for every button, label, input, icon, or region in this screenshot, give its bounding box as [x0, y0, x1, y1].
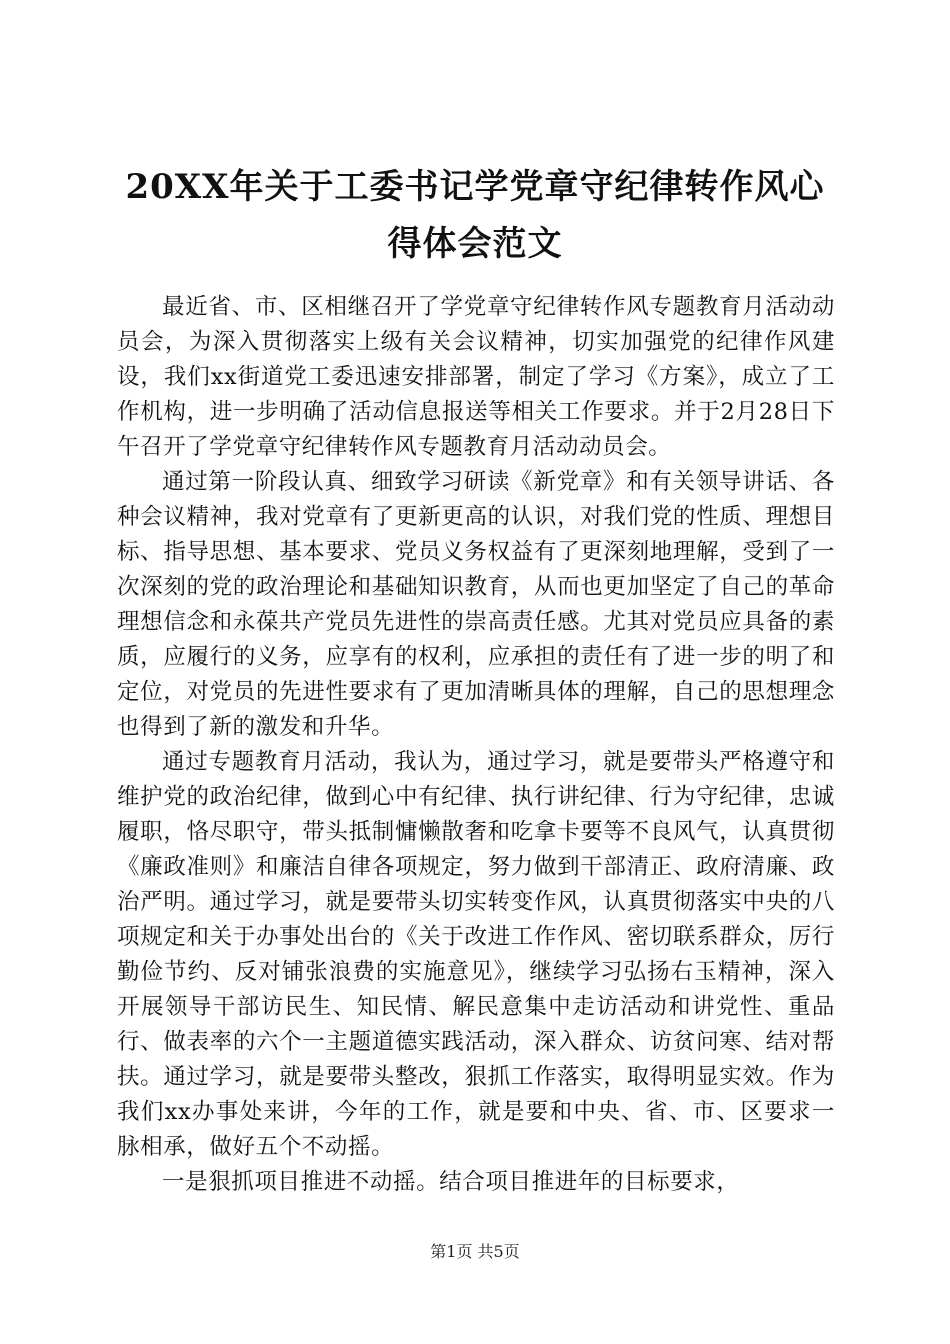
body-paragraph-2: 通过第一阶段认真、细致学习研读《新党章》和有关领导讲话、各种会议精神，我对党章有了更新更高的认识，对我们党的性质、理想目标、指导思想、基本要求、党员义务权益有了更深刻地理解，受到了一次深刻的党的政治理论和基础知识教育，从而也更加坚定了自己的革命理想信念和永葆共产党员先进性的崇高责任感。尤其对党员应具备的素质，应履行的义务，应享有的权利，应承担的责任有了进一步的明了和定位，对党员的先进性要求有了更加清晰具体的理解，自己的思想理念也得到了新的激发和升华。: [117, 469, 835, 740]
document-body: [117, 290, 835, 1200]
document-title-line-2: 得体会范文: [387, 224, 563, 264]
document-title-line-1: 20XX年关于工委书记学党章守纪律转作风心: [125, 167, 825, 207]
page-number-footer: 第1页 共5页: [430, 1242, 520, 1261]
body-paragraph-4: 一是狠抓项目推进不动摇。结合项目推进年的目标要求，: [162, 1169, 740, 1195]
body-paragraph-3: 通过专题教育月活动，我认为，通过学习，就是要带头严格遵守和维护党的政治纪律，做到心中有纪律、执行讲纪律、行为守纪律，忠诚履职，恪尽职守，带头抵制慵懒散奢和吃拿卡要等不良风气，认真贯彻《廉政准则》和廉洁自律各项规定，努力做到干部清正、政府清廉、政治严明。通过学习，就是要带头切实转变作风，认真贯彻落实中央的八项规定和关于办事处出台的《关于改进工作作风、密切联系群众，厉行勤俭节约、反对铺张浪费的实施意见》，继续学习弘扬右玉精神，深入开展领导干部访民生、知民情、解民意集中走访活动和讲党性、重品行、做表率的六个一主题道德实践活动，深入群众、访贫问寒、结对帮扶。通过学习，就是要带头整改，狠抓工作落实，取得明显实效。作为我们xx办事处来讲，今年的工作，就是要和中央、省、市、区要求一脉相承，做好五个不动摇。: [117, 749, 835, 1160]
body-paragraph-1: 最近省、市、区相继召开了学党章守纪律转作风专题教育月活动动员会，为深入贯彻落实上级有关会议精神，切实加强党的纪律作风建设，我们xx街道党工委迅速安排部署，制定了学习《方案》，成立了工作机构，进一步明确了活动信息报送等相关工作要求。并于2月28日下午召开了学党章守纪律转作风专题教育月活动动员会。: [117, 294, 835, 460]
